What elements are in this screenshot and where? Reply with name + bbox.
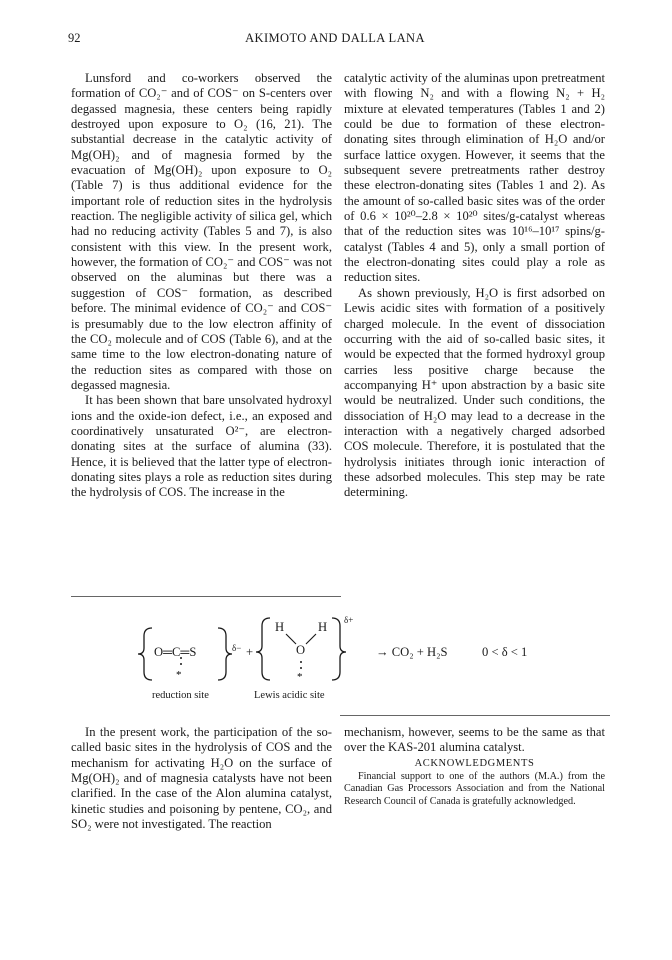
paragraph: It has been shown that bare unsolvated hydroxyl ions and the oxide-ion defect, i.e., an exposed and coordinatively unsaturated O²⁻, are electron-donating sites at the surface of alumina (33). Hence, it is believed that the latter type of electron-donating sites plays a role as reduction sites during the hydrolysis of COS. The increase in the xyxy=(71,393,332,500)
delta-plus-label: δ+ xyxy=(344,615,354,625)
reaction-products: → CO₂ + H₂S xyxy=(376,645,448,659)
hydrogen-left: H xyxy=(275,620,285,634)
lewis-acidic-site-label: Lewis acidic site xyxy=(254,690,325,701)
page-header xyxy=(60,31,610,51)
paragraph: mechanism, however, seems to be the same as that over the KAS-201 alumina catalyst. xyxy=(344,725,605,755)
running-head: AKIMOTO AND DALLA LANA xyxy=(245,31,425,45)
right-column-top xyxy=(344,71,605,501)
equation-bottom-rule xyxy=(340,715,610,716)
reaction-equation xyxy=(130,610,610,710)
cos-molecule: O═C═S xyxy=(154,645,197,659)
delta-minus-label: δ− xyxy=(232,643,242,653)
plus-sign: + xyxy=(246,645,254,659)
equation-top-rule xyxy=(71,596,341,597)
acknowledgments-text: Financial support to one of the authors (M.A.) from the Canadian Gas Processors Association and from the National Research Council of Canada is gratefully acknowledged. xyxy=(344,771,605,807)
paragraph: As shown previously, H₂O is first adsorbed on Lewis acidic sites with formation of a positively charged molecule. In the event of dissociation occurring with the aid of so-called basic sites, it would be expected that the formed hydroxyl group carries less positive charge because the accompanying H⁺ upon abstraction by a basic site would be neutralized. Under such conditions, the dissociation of H₂O may lead to a decrease in the interaction with a negatively charged adsorbed COS molecule. Therefore, it is postulated that the hydrolysis initiates through ionic interaction of these adsorbed molecules. This step may be rate determining. xyxy=(344,285,605,500)
right-column-bottom xyxy=(344,725,605,808)
paragraph: catalytic activity of the aluminas upon pretreatment with flowing N₂ and with a flowing N₂ + H₂ mixture at elevated temperatures (Tables 1 and 2) could be due to formation of these electron-donating sites through elimination of H₂O and/or surface lattice oxygen. However, it seems that the subsequent severe pretreatments rather destroy these electron-donating sites (Tables 1 and 2). As the amount of so-called basic sites was of the order of 0.6 × 10²⁰–2.8 × 10²⁰ sites/g-catalyst whereas that of the reduction sites was 10¹⁶–10¹⁷ spins/g-catalyst (Tables 4 and 5), only a small portion of the electron-donating sites could play a role as reduction sites. xyxy=(344,71,605,285)
paragraph: Lunsford and co-workers observed the formation of CO₂⁻ and of COS⁻ on S-centers over degassed magnesia, these centers being rapidly destroyed upon exposure to O₂ (16, 21). The substantial decrease in the catalytic activity of Mg(OH)₂ and of magnesia formed by the evacuation of Mg(OH)₂ upon exposure to O₂ (Table 7) is thus additional evidence for the important role of reduction sites in the hydrolysis reaction. The negligible activity of silica gel, which had no reducing activity (Tables 5 and 7), is also consistent with this view. In the present work, however, the formation of CO₂⁻ and COS⁻ was not observed on the aluminas but there was a suggestion of COS⁻ formation, as described before. The minimal evidence of CO₂⁻ and COS⁻ is presumably due to the low electron affinity of the CO₂ molecule and of COS (Table 6), and at the same time to the low electron-donating nature of the reduction sites as compared with those on degassed magnesia. xyxy=(71,71,332,392)
reduction-site-label: reduction site xyxy=(152,690,209,701)
paragraph: In the present work, the participation of the so-called basic sites in the hydrolysis of COS and the mechanism for activating H₂O on the surface of Mg(OH)₂ and of magnesia catalysts have not been clarified. In the case of the Alon alumina catalyst, kinetic studies and poisoning by pentene, CO₂, and SO₂ were not investigated. The reaction xyxy=(71,725,332,832)
svg-text:*: * xyxy=(297,671,303,683)
oxygen-center: O xyxy=(296,643,306,657)
left-column-top xyxy=(71,71,332,501)
delta-condition: 0 < δ < 1 xyxy=(482,645,528,659)
svg-text:*: * xyxy=(176,669,182,681)
left-column-bottom xyxy=(71,725,332,832)
page-number: 92 xyxy=(68,31,81,45)
acknowledgments-heading: ACKNOWLEDGMENTS xyxy=(414,757,535,769)
hydrogen-right: H xyxy=(318,620,328,634)
